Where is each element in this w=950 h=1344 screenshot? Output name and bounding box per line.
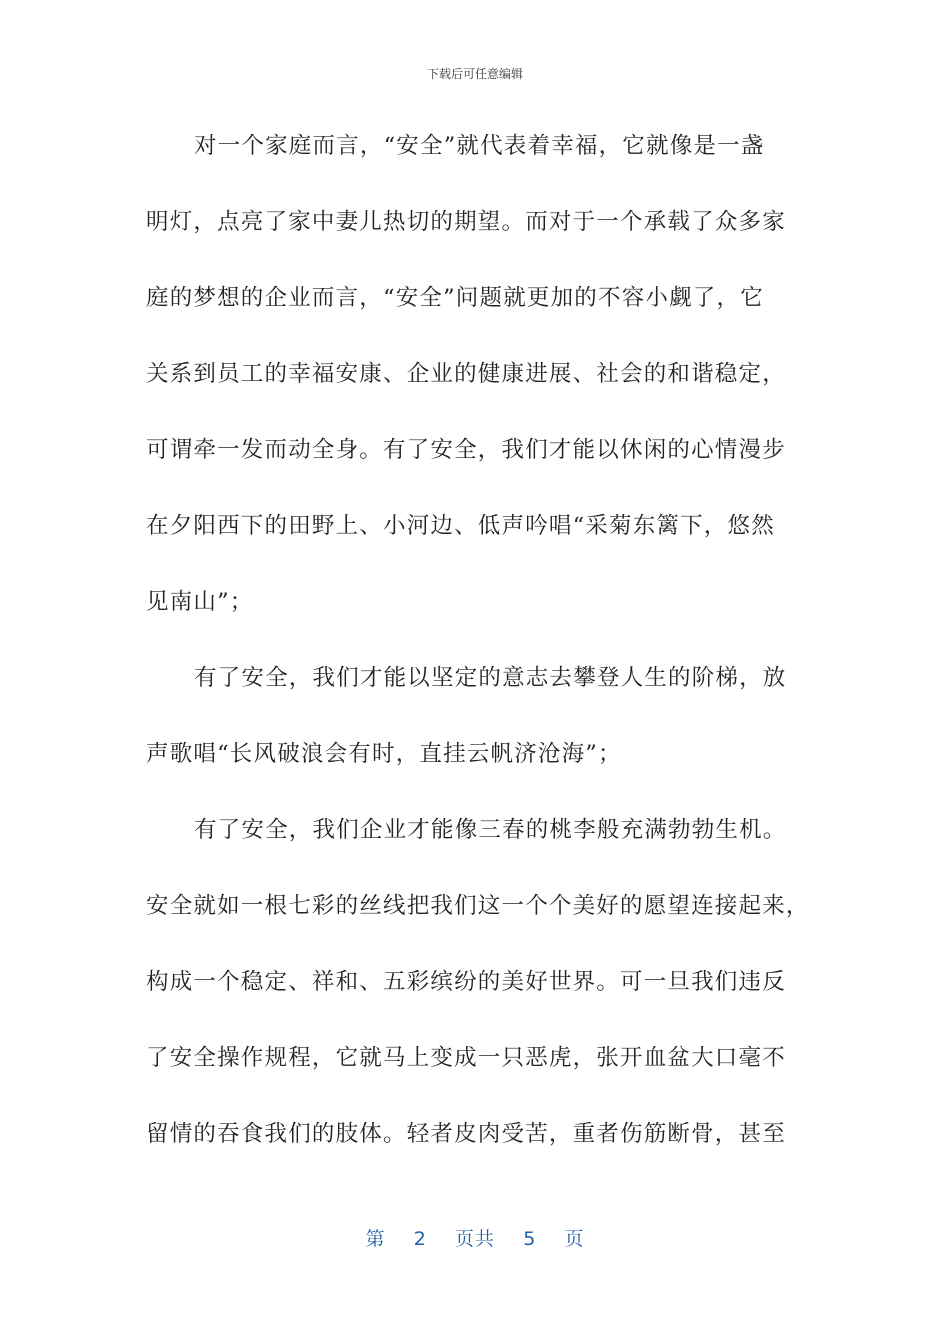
page-header: 下载后可任意编辑: [426, 67, 523, 81]
paragraph-line: 可谓牵一发而动全身。有了安全，我们才能以休闲的心情漫步: [146, 437, 786, 463]
paragraph-line: 庭的梦想的企业而言，“安全”问题就更加的不容小觑了，它: [146, 285, 764, 311]
paragraph-line: 声歌唱“长风破浪会有时，直挂云帆济沧海”；: [146, 741, 622, 767]
paragraph-line: 了安全操作规程，它就马上变成一只恶虎，张开血盆大口毫不: [146, 1045, 786, 1071]
paragraph-line: 对一个家庭而言，“安全”就代表着幸福，它就像是一盏: [194, 133, 765, 159]
footer-suffix: 页: [564, 1228, 585, 1250]
paragraph-line: 见南山”；: [146, 589, 254, 615]
footer-prefix: 第: [365, 1228, 386, 1250]
paragraph-line: 安全就如一根七彩的丝线把我们这一个个美好的愿望连接起来，: [146, 893, 810, 919]
paragraph-line: 明灯，点亮了家中妻儿热切的期望。而对于一个承载了众多家: [146, 209, 786, 235]
paragraph-line: 在夕阳西下的田野上、小河边、低声吟唱“采菊东篱下，悠然: [146, 513, 775, 539]
paragraph-line: 有了安全，我们企业才能像三春的桃李般充满勃勃生机。: [194, 817, 787, 843]
total-page-count: 5: [523, 1228, 537, 1250]
footer-middle: 页共: [454, 1228, 495, 1250]
paragraph-line: 留情的吞食我们的肢体。轻者皮肉受苦，重者伤筋断骨，甚至: [146, 1121, 786, 1147]
page-footer: [0, 1226, 950, 1252]
paragraph-line: 构成一个稳定、祥和、五彩缤纷的美好世界。可一旦我们违反: [146, 969, 786, 995]
paragraph-line: 有了安全，我们才能以坚定的意志去攀登人生的阶梯，放: [194, 665, 787, 691]
document-body: [146, 120, 810, 1184]
paragraph-line: 关系到员工的幸福安康、企业的健康进展、社会的和谐稳定，: [146, 361, 786, 387]
current-page-number: 2: [413, 1228, 427, 1250]
